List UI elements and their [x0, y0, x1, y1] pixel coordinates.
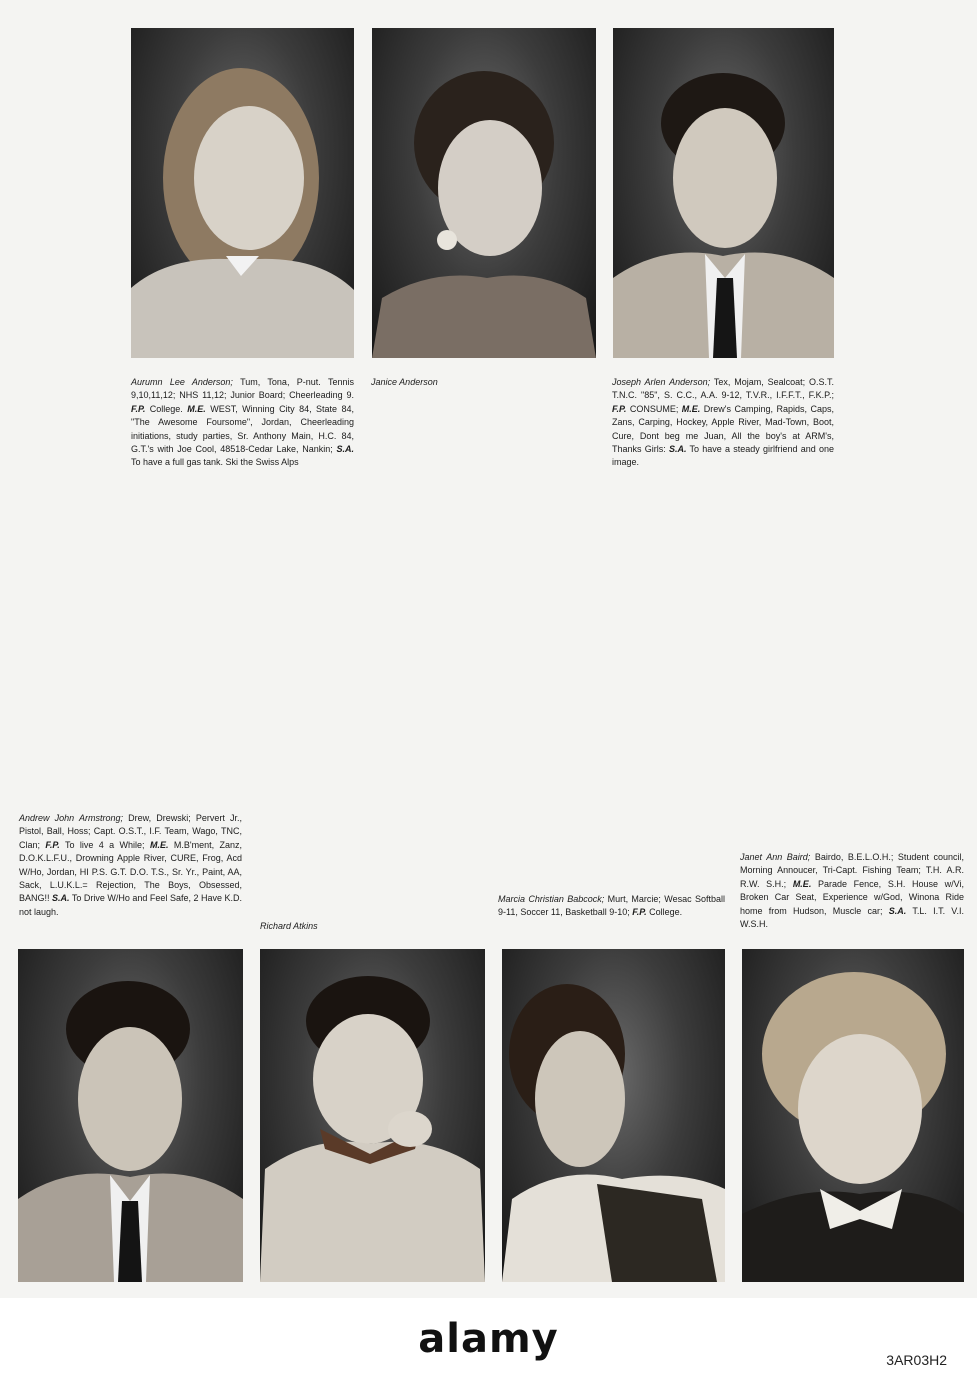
caption-janet-baird — [740, 851, 964, 931]
student-name: Aurumn Lee Anderson; — [131, 377, 233, 387]
caption-text: To Drive W/Ho and Feel Safe, 2 Have K.D. not laugh. — [19, 893, 242, 917]
caption-label: F.P. — [45, 839, 60, 850]
caption-label: S.A. — [888, 905, 907, 916]
caption-text: CONSUME; — [626, 403, 682, 414]
caption-text: WEST, Winning City 84, State 84, "The Awesome Foursome", Jordan, Cheerleading initiations, study parties, Sr. Anthony Main, H.C. 84, G.T.'s with Joe Cool, 48518-Cedar Lake, Nankin; — [131, 403, 354, 455]
caption-janice-anderson — [371, 376, 596, 389]
caption-marcia-babcock — [498, 893, 725, 920]
caption-label: F.P. — [131, 403, 146, 414]
caption-text: Tex, Mojam, Sealcoat; O.S.T. T.N.C. "85", S. C.C., A.A. 9-12, T.V.R., I.F.F.T., F.K.P.; — [612, 377, 834, 401]
portrait-photo-marcia-babcock — [502, 949, 725, 1282]
caption-label: S.A. — [336, 444, 354, 455]
caption-text: Drew's Camping, Rapids, Caps, Zans, Carping, Hockey, Apple River, Mad-Town, Boot, Cure, Dont beg me Juan, All the boy's at ARM's, Thanks Girls: — [612, 403, 834, 455]
student-name: Marcia Christian Babcock; — [498, 894, 605, 904]
portrait-photo-richard-atkins — [260, 949, 485, 1282]
caption-joseph-anderson — [612, 376, 834, 470]
caption-text: Murt, Marcie; Wesac Softball 9-11, Soccer 11, Basketball 9-10; — [498, 894, 725, 918]
caption-text: Tum, Tona, P-nut. Tennis 9,10,11,12; NHS 11,12; Junior Board; Cheerleading 9. — [131, 377, 354, 401]
caption-label: F.P. — [632, 907, 647, 918]
portrait-photo-andrew-armstrong — [18, 949, 243, 1282]
caption-text: T.L. I.T. V.I. W.S.H. — [740, 905, 964, 930]
caption-text: M.B'ment, Zanz, D.O.K.L.F.U., Drowning Apple River, CURE, Frog, Acd W/Ho, Jordan, HI P.S. G.T. D.O. T.S., Sr. Yr., Paint, AA, Sack, L.U.K.L.= Rejection, The Boys, Obsessed, BANG!! — [19, 839, 242, 904]
portrait-photo-aurumn-anderson — [131, 28, 354, 358]
caption-label: F.P. — [612, 403, 627, 414]
portrait-photo-joseph-anderson — [613, 28, 834, 358]
portrait-photo-janice-anderson — [372, 28, 596, 358]
student-name: Joseph Arlen Anderson; — [612, 377, 711, 387]
caption-text: Drew, Drewski; Pervert Jr., Pistol, Ball, Hoss; Capt. O.S.T., I.F. Team, Wago, TNC, Clan; — [19, 813, 242, 850]
caption-text: To have a full gas tank. Ski the Swiss Alps — [131, 457, 299, 468]
caption-text: To live 4 a While; — [59, 839, 150, 850]
caption-text: College. — [646, 907, 683, 918]
student-name: Janice Anderson — [371, 377, 438, 387]
caption-text: Bairdo, B.E.L.O.H.; Student council, Morning Annoucer, Tri-Capt. Fishing Team; T.H. A.R. R.W. S.H.; — [740, 852, 964, 889]
student-name: Richard Atkins — [260, 921, 318, 931]
caption-aurumn-anderson — [131, 376, 354, 470]
stock-image-id: 3AR03H2 — [886, 1352, 947, 1368]
caption-andrew-armstrong — [19, 812, 242, 919]
caption-label: M.E. — [681, 403, 701, 414]
student-name: Janet Ann Baird; — [740, 852, 811, 862]
caption-text: College. — [145, 403, 188, 414]
watermark-logo: alamy — [418, 1316, 559, 1362]
caption-label: M.E. — [187, 403, 206, 414]
caption-label: M.E. — [792, 878, 812, 889]
portrait-photo-janet-baird — [742, 949, 964, 1282]
caption-richard-atkins — [260, 920, 485, 933]
caption-label: S.A. — [668, 444, 687, 455]
caption-text: To have a steady girlfriend and one image. — [612, 444, 834, 468]
caption-label: M.E. — [149, 839, 169, 850]
caption-label: S.A. — [52, 893, 70, 904]
student-name: Andrew John Armstrong; — [19, 813, 123, 823]
caption-text: Parade Fence, S.H. House w/Vi, Broken Car Seat, Experience w/God, Winona Ride home from Hudson, Muscle car; — [740, 878, 964, 916]
